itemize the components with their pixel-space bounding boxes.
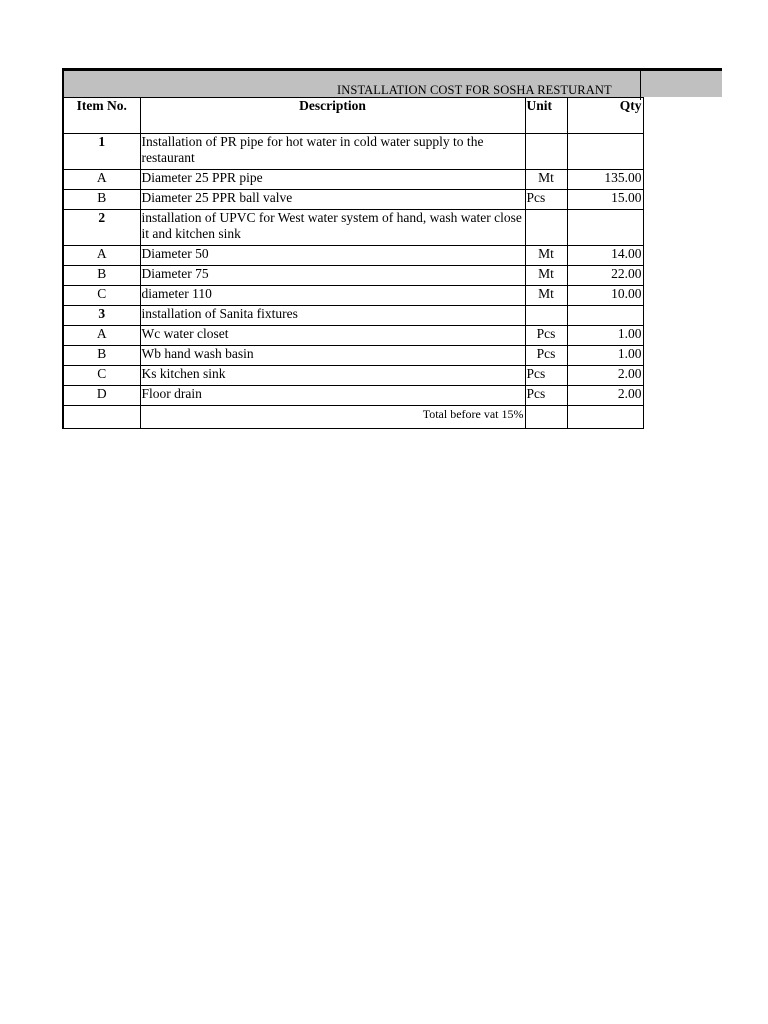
table-row: [63, 190, 643, 210]
qty-cell[interactable]: 22.00: [567, 266, 643, 286]
qty-cell[interactable]: 10.00: [567, 286, 643, 306]
table-row: [63, 210, 643, 246]
description-cell[interactable]: Diameter 25 PPR pipe: [140, 170, 525, 190]
unit-cell[interactable]: Mt: [525, 266, 567, 286]
item-cell[interactable]: 1: [63, 134, 140, 170]
unit-cell[interactable]: Mt: [525, 286, 567, 306]
qty-cell[interactable]: 2.00: [567, 366, 643, 386]
table-row: [63, 366, 643, 386]
description-cell[interactable]: installation of Sanita fixtures: [140, 306, 525, 326]
header-description[interactable]: Description: [140, 98, 525, 134]
item-cell[interactable]: C: [63, 366, 140, 386]
title-right-border: [640, 71, 641, 100]
description-cell[interactable]: Diameter 25 PPR ball valve: [140, 190, 525, 210]
item-cell[interactable]: B: [63, 346, 140, 366]
title-bar: [62, 68, 722, 97]
table-row: [63, 134, 643, 170]
unit-cell[interactable]: Mt: [525, 170, 567, 190]
item-cell[interactable]: A: [63, 326, 140, 346]
header-qty[interactable]: Qty: [567, 98, 643, 134]
qty-cell[interactable]: 14.00: [567, 246, 643, 266]
header-item-no[interactable]: Item No.: [63, 98, 140, 134]
item-cell[interactable]: A: [63, 170, 140, 190]
description-cell[interactable]: Diameter 50: [140, 246, 525, 266]
qty-cell[interactable]: 135.00: [567, 170, 643, 190]
table-row: [63, 246, 643, 266]
item-cell[interactable]: C: [63, 286, 140, 306]
unit-cell[interactable]: [525, 210, 567, 246]
total-label[interactable]: Total before vat 15%: [140, 406, 525, 429]
qty-cell[interactable]: [567, 210, 643, 246]
item-cell[interactable]: D: [63, 386, 140, 406]
header-unit[interactable]: Unit: [525, 98, 567, 134]
unit-cell[interactable]: [525, 306, 567, 326]
unit-cell[interactable]: Pcs: [525, 326, 567, 346]
description-cell[interactable]: diameter 110: [140, 286, 525, 306]
qty-cell[interactable]: [567, 134, 643, 170]
description-cell[interactable]: Ks kitchen sink: [140, 366, 525, 386]
description-cell[interactable]: Wc water closet: [140, 326, 525, 346]
total-item-cell[interactable]: [63, 406, 140, 429]
unit-cell[interactable]: Pcs: [525, 366, 567, 386]
total-qty-cell[interactable]: [567, 406, 643, 429]
table-row: [63, 170, 643, 190]
table-row: [63, 286, 643, 306]
unit-cell[interactable]: Mt: [525, 246, 567, 266]
item-cell[interactable]: B: [63, 190, 140, 210]
sheet-title: INSTALLATION COST FOR SOSHA RESTURANT: [337, 83, 612, 97]
description-cell[interactable]: Wb hand wash basin: [140, 346, 525, 366]
total-unit-cell[interactable]: [525, 406, 567, 429]
unit-cell[interactable]: Pcs: [525, 190, 567, 210]
unit-cell[interactable]: [525, 134, 567, 170]
item-cell[interactable]: B: [63, 266, 140, 286]
table-row: [63, 266, 643, 286]
description-cell[interactable]: installation of UPVC for West water system of hand, wash water close it and kitchen sink: [140, 210, 525, 246]
item-cell[interactable]: A: [63, 246, 140, 266]
total-row: [63, 406, 643, 429]
qty-cell[interactable]: 1.00: [567, 346, 643, 366]
qty-cell[interactable]: 15.00: [567, 190, 643, 210]
item-cell[interactable]: 2: [63, 210, 140, 246]
description-cell[interactable]: Floor drain: [140, 386, 525, 406]
description-cell[interactable]: Installation of PR pipe for hot water in cold water supply to the restaurant: [140, 134, 525, 170]
unit-cell[interactable]: Pcs: [525, 386, 567, 406]
description-cell[interactable]: Diameter 75: [140, 266, 525, 286]
qty-cell[interactable]: 1.00: [567, 326, 643, 346]
item-cell[interactable]: 3: [63, 306, 140, 326]
table-row: [63, 346, 643, 366]
table-row: [63, 386, 643, 406]
title-left-border: [62, 71, 64, 100]
cost-table: [62, 97, 644, 429]
table-row: [63, 306, 643, 326]
qty-cell[interactable]: 2.00: [567, 386, 643, 406]
unit-cell[interactable]: Pcs: [525, 346, 567, 366]
header-row: [63, 98, 643, 134]
qty-cell[interactable]: [567, 306, 643, 326]
table-row: [63, 326, 643, 346]
